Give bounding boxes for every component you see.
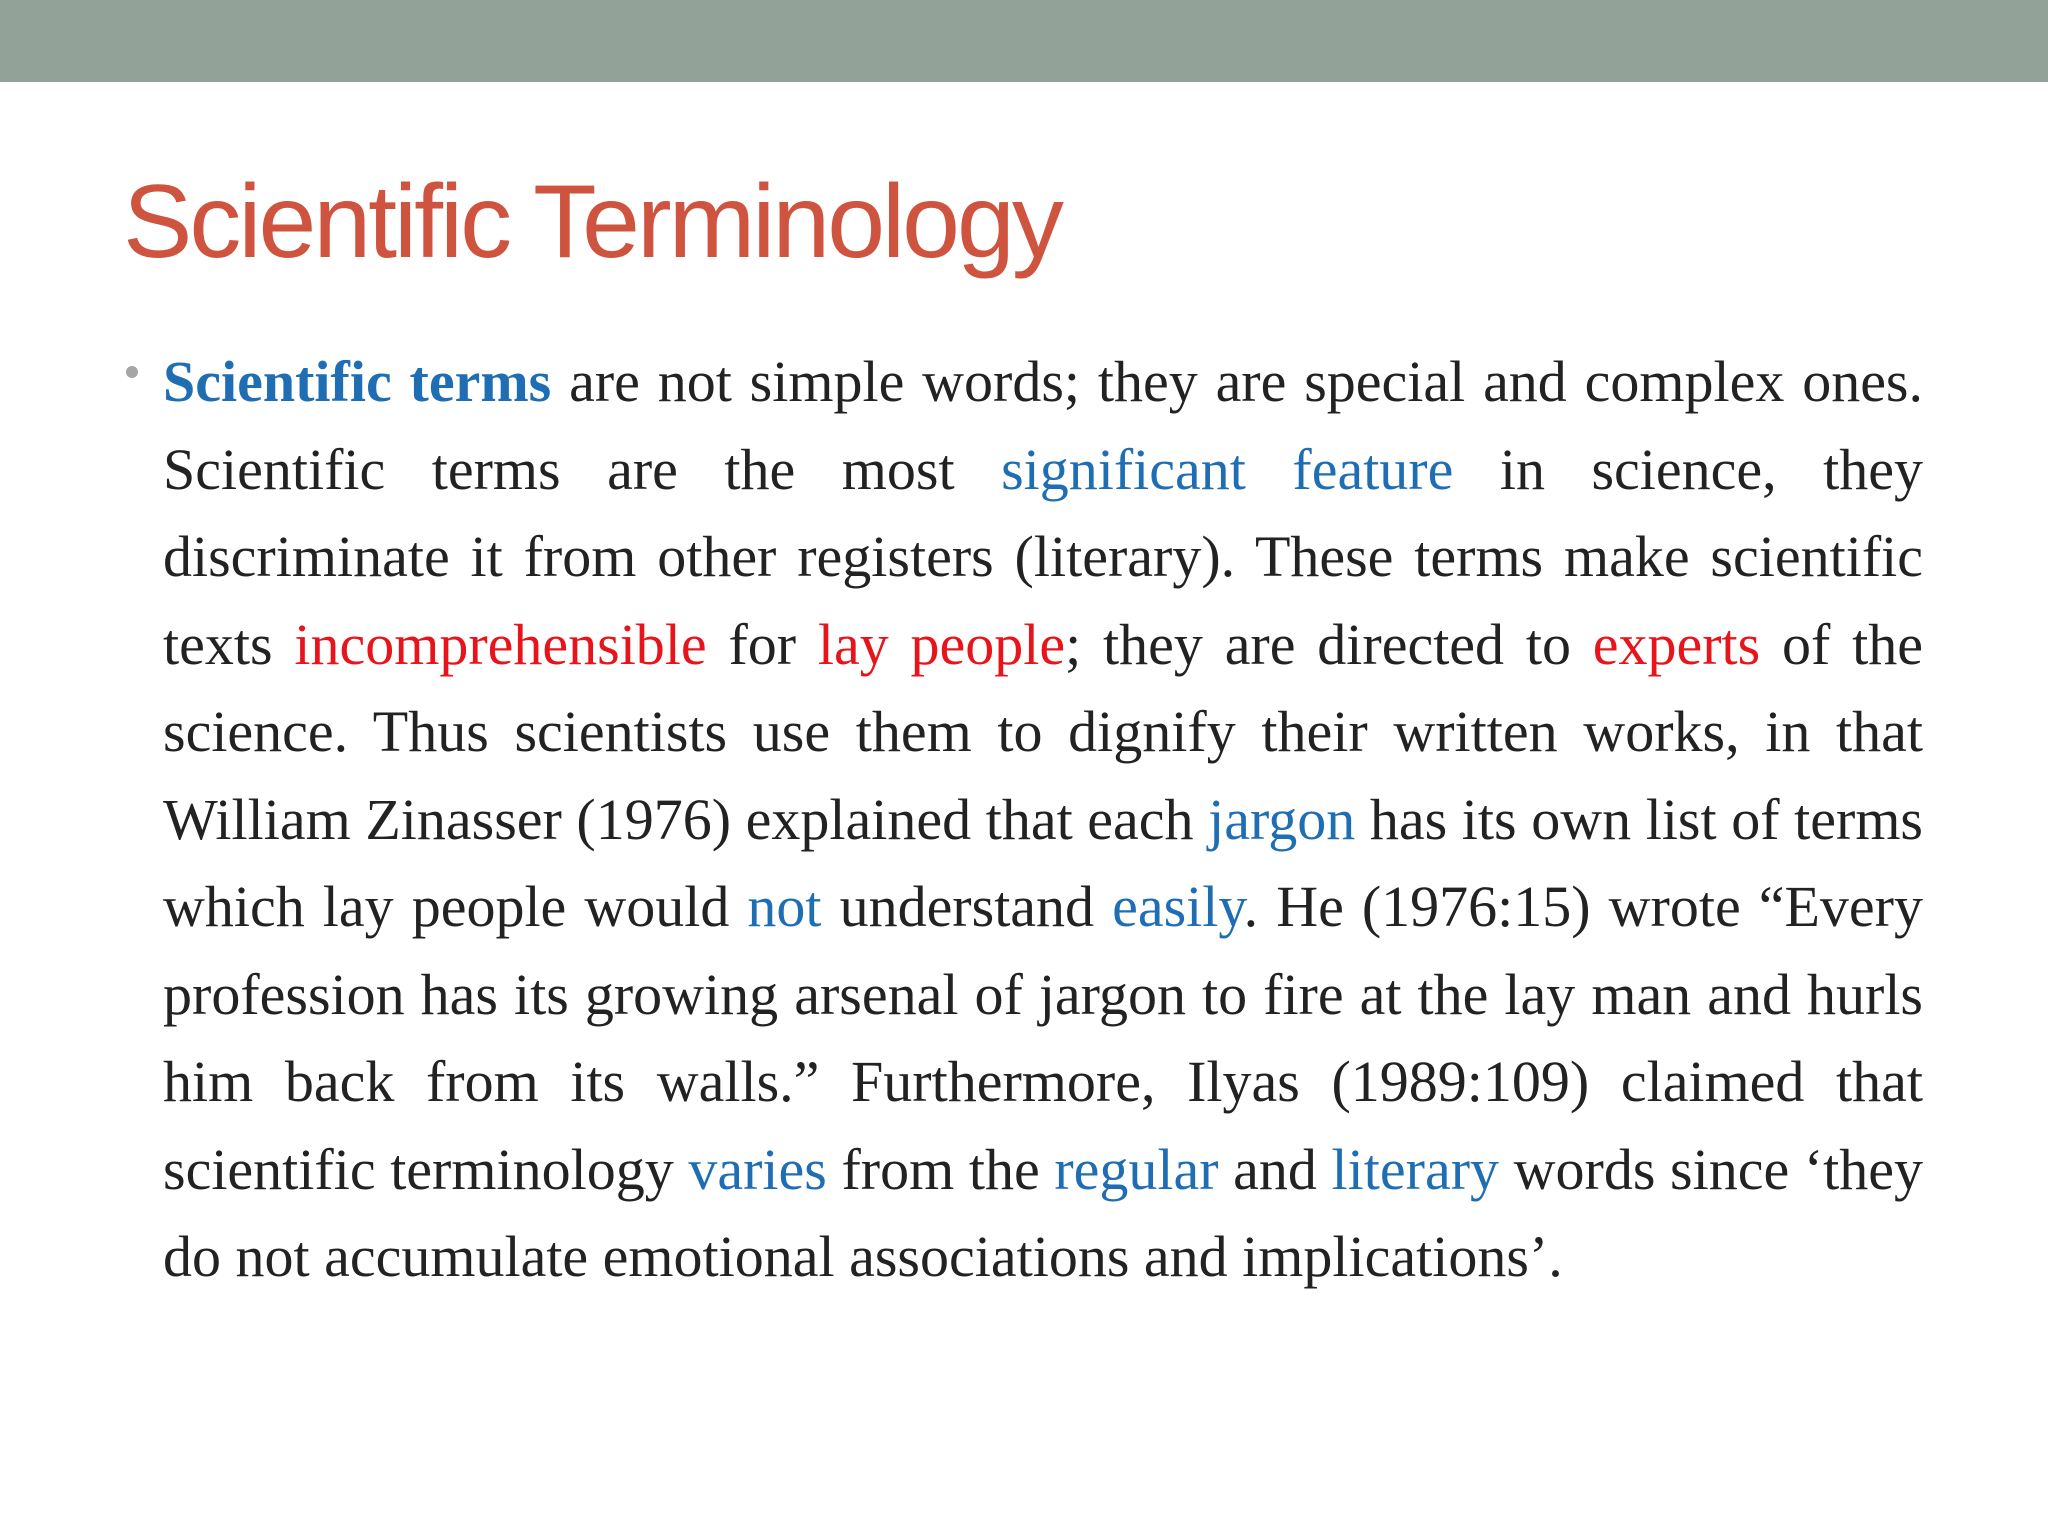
slide-title: Scientific Terminology [123, 164, 1061, 280]
term-jargon: jargon [1208, 786, 1356, 852]
body-paragraph [163, 338, 1923, 1301]
term-incomprehensible: incomprehensible [294, 611, 707, 677]
text-run: of the science. Thus scientists use them to dignify their written works, in that William Zinasser (1976) explained that each [163, 611, 1923, 852]
text-run: for [706, 611, 818, 677]
term-experts: experts [1592, 611, 1761, 677]
term-easily: easily [1112, 874, 1244, 939]
text-run: has its own list of terms which lay people would [163, 786, 1923, 939]
text-run: and [1218, 1136, 1332, 1202]
term-scientific-terms: Scientific terms [163, 349, 552, 414]
text-run: . He (1976:15) wrote “Every profession has its growing arsenal of jargon to fire at the lay man and hurls him back from its walls.” Furthermore, Ilyas (1989:109) claimed that scientific terminology [163, 874, 1923, 1202]
term-significant-feature: significant feature [1001, 436, 1454, 502]
text-run: understand [821, 874, 1113, 939]
term-regular: regular [1054, 1136, 1219, 1202]
text-run: words since ‘they do not accumulate emotional associations and implications’. [163, 1136, 1923, 1289]
term-varies: varies [688, 1136, 827, 1202]
bullet-dot-icon [126, 366, 138, 378]
text-run: from the [826, 1136, 1055, 1202]
top-accent-band [0, 0, 2048, 82]
text-run: ; they are directed to [1065, 611, 1593, 677]
text-run: in science, they discriminate it from other registers (literary). These terms make scientific texts [163, 436, 1923, 677]
term-lay-people: lay people [817, 611, 1066, 677]
text-run: are not simple words; they are special and complex ones. Scientific terms are the most [163, 349, 1924, 502]
term-not: not [747, 874, 822, 939]
term-literary: literary [1331, 1136, 1500, 1202]
